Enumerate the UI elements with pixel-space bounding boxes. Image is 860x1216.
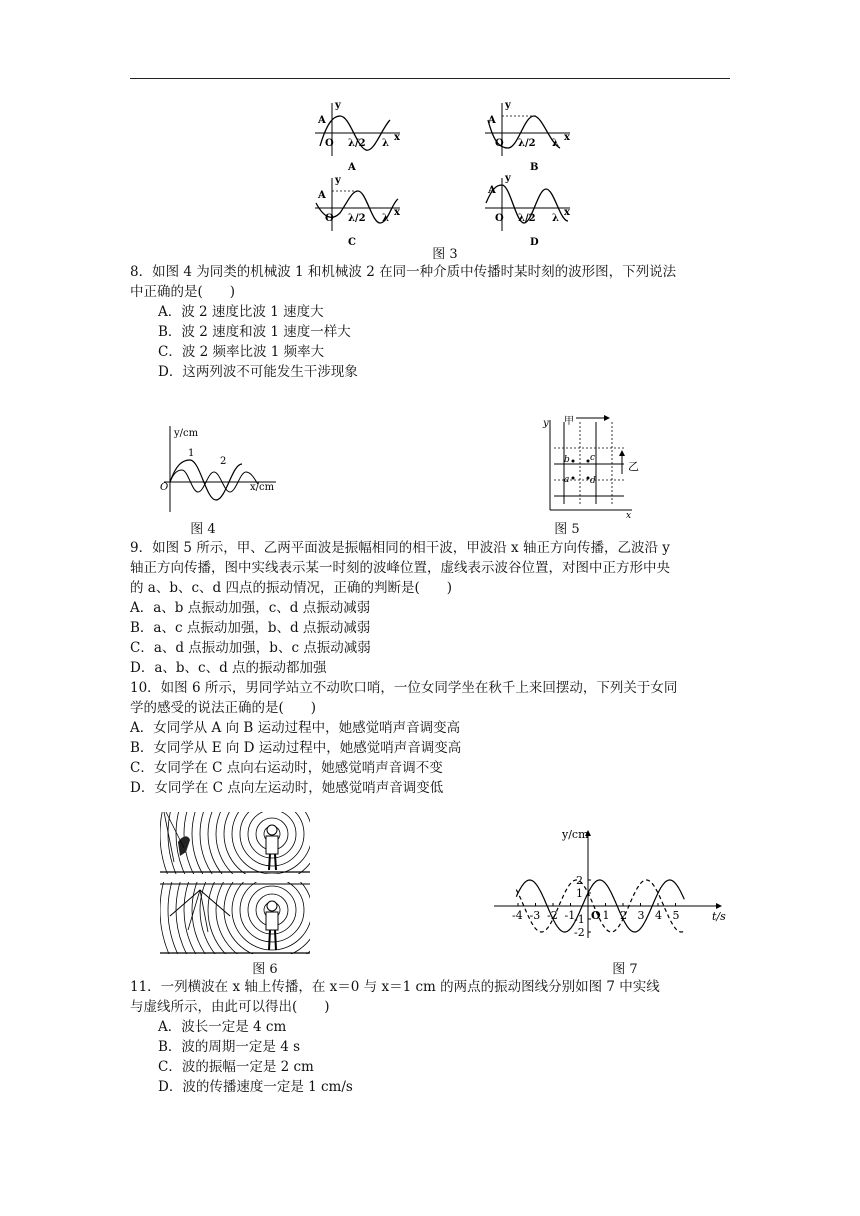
q9-option-c: C．a、d 点振动加强，b、c 点振动减弱: [130, 640, 371, 656]
q9-stem-line2: 轴正方向传播，图中实线表示某一时刻的波峰位置，虚线表示波谷位置，对图中正方形中央: [130, 560, 670, 576]
svg-text:λ: λ: [382, 138, 390, 149]
q11-option-d: D．波的传播速度一定是 1 cm/s: [158, 1079, 353, 1095]
fig5-caption: 图 5: [554, 522, 580, 537]
q10-option-c: C．女同学在 C 点向右运动时，她感觉哨声音调不变: [130, 760, 443, 776]
q10-stem-line2: 学的感受的说法正确的是( ): [130, 700, 317, 716]
y-tick-label: 1: [576, 887, 583, 900]
y-tick-label: -2: [574, 926, 585, 939]
svg-text:O: O: [495, 213, 504, 224]
figure-3: [300, 98, 600, 248]
y-tick-label: -1: [574, 913, 585, 926]
q11-stem-line1: 11．一列横波在 x 轴上传播，在 x＝0 与 x＝1 cm 的两点的振动图线分别如图 7 中实线: [130, 979, 660, 995]
fig3-graph-a: [315, 100, 401, 173]
fig3-graph-b: [485, 100, 571, 173]
q9-option-b: B．a、c 点振动加强，b、d 点振动减弱: [130, 620, 371, 636]
q8-option-b: B．波 2 速度和波 1 速度一样大: [158, 324, 351, 340]
svg-text:x/cm: x/cm: [250, 482, 275, 493]
svg-text:x: x: [564, 207, 570, 218]
x-tick-label: -2: [547, 909, 558, 922]
svg-text:d: d: [590, 476, 596, 486]
svg-text:A: A: [488, 185, 496, 196]
fig4-wave1-label: 1: [188, 448, 195, 459]
svg-text:λ: λ: [552, 138, 560, 149]
q8-option-c: C．波 2 频率比波 1 频率大: [158, 344, 325, 360]
svg-text:y: y: [505, 100, 511, 111]
q10-option-b: B．女同学从 E 向 D 运动过程中，她感觉哨声音调变高: [130, 740, 462, 756]
svg-text:λ: λ: [382, 213, 390, 224]
x-axis-label: t/s: [712, 910, 726, 923]
svg-text:b: b: [564, 455, 570, 465]
svg-text:O: O: [325, 213, 334, 224]
fig4-caption: 图 4: [190, 522, 216, 537]
svg-text:x: x: [394, 132, 400, 143]
origin-label: O: [591, 909, 601, 922]
q10-option-a: A．女同学从 A 向 B 运动过程中，她感觉哨声音调变高: [130, 720, 461, 736]
q9-stem-line1: 9．如图 5 所示，甲、乙两平面波是振幅相同的相干波，甲波沿 x 轴正方向传播，乙波沿 y: [130, 540, 670, 556]
svg-text:乙: 乙: [628, 460, 639, 473]
x-tick-label: -1: [564, 909, 576, 922]
x-tick-label: 1: [602, 909, 610, 922]
svg-text:A: A: [318, 190, 326, 201]
q9-option-d: D．a、b、c、d 点的振动都加强: [130, 660, 327, 676]
q11-stem-line2: 与虚线所示，由此可以得出( ): [130, 999, 330, 1015]
svg-text:y: y: [505, 173, 511, 184]
svg-text:λ/2: λ/2: [348, 213, 366, 224]
svg-text:x: x: [564, 132, 570, 143]
q8-stem-line1: 8．如图 4 为同类的机械波 1 和机械波 2 在同一种介质中传播时某时刻的波形图，下列说法: [130, 264, 677, 280]
fig4-wave2-label: 2: [220, 456, 227, 467]
svg-text:y: y: [543, 418, 549, 429]
fig3-letter-c: C: [348, 237, 356, 248]
svg-text:A: A: [318, 115, 326, 126]
svg-text:甲: 甲: [564, 416, 574, 427]
fig3-graph-c: [315, 175, 401, 248]
figure-4: [158, 420, 288, 520]
svg-text:O: O: [160, 482, 169, 493]
q10-stem-line1: 10．如图 6 所示，男同学站立不动吹口哨，一位女同学坐在秋千上来回摆动，下列关于女同: [130, 680, 678, 696]
svg-text:x: x: [394, 207, 400, 218]
q8-option-a: A．波 2 速度比波 1 速度大: [158, 304, 324, 320]
svg-text:λ/2: λ/2: [348, 138, 366, 149]
q11-option-b: B．波的周期一定是 4 s: [158, 1039, 301, 1055]
figure-6: [160, 812, 310, 957]
figure-7-chart: [490, 826, 730, 956]
fig3-letter-a: A: [348, 162, 356, 173]
fig3-graph-d: [485, 173, 571, 248]
svg-text:y: y: [335, 100, 341, 111]
svg-text:O: O: [495, 138, 504, 149]
header-rule: [130, 78, 730, 79]
x-tick-label: -3: [529, 909, 541, 922]
svg-text:x: x: [626, 511, 632, 521]
x-tick-label: -4: [512, 909, 523, 922]
q9-stem-line3: 的 a、b、c、d 四点的振动情况，正确的判断是( ): [130, 580, 453, 596]
y-tick-label: 2: [576, 874, 583, 887]
svg-text:λ: λ: [552, 213, 560, 224]
svg-text:O: O: [325, 138, 334, 149]
fig6-caption: 图 6: [252, 962, 278, 977]
svg-text:λ/2: λ/2: [518, 213, 536, 224]
svg-text:y/cm: y/cm: [174, 428, 199, 439]
fig3-letter-b: B: [530, 162, 539, 173]
svg-text:a: a: [564, 475, 570, 485]
q11-option-a: A．波长一定是 4 cm: [158, 1019, 287, 1035]
fig3-letter-d: D: [530, 237, 539, 248]
q9-option-a: A．a、b 点振动加强，c、d 点振动减弱: [130, 600, 371, 616]
svg-text:y: y: [335, 175, 341, 186]
y-axis-label: y/cm: [562, 828, 589, 841]
figure-5: [540, 412, 650, 520]
q11-option-c: C．波的振幅一定是 2 cm: [158, 1059, 314, 1075]
x-tick-label: 3: [637, 909, 645, 922]
fig7-caption: 图 7: [612, 962, 638, 977]
q8-option-d: D．这两列波不可能发生干涉现象: [158, 364, 358, 380]
x-tick-label: 5: [672, 909, 680, 922]
svg-text:c: c: [590, 453, 596, 463]
x-tick-label: 4: [655, 909, 662, 922]
svg-text:λ/2: λ/2: [518, 138, 536, 149]
svg-text:A: A: [488, 115, 496, 126]
q10-option-d: D．女同学在 C 点向左运动时，她感觉哨声音调变低: [130, 780, 444, 796]
fig3-caption: 图 3: [432, 247, 458, 262]
x-axis-arrow: [716, 903, 722, 909]
x-tick-label: 2: [620, 909, 627, 922]
q8-stem-line2: 中正确的是( ): [130, 284, 236, 300]
